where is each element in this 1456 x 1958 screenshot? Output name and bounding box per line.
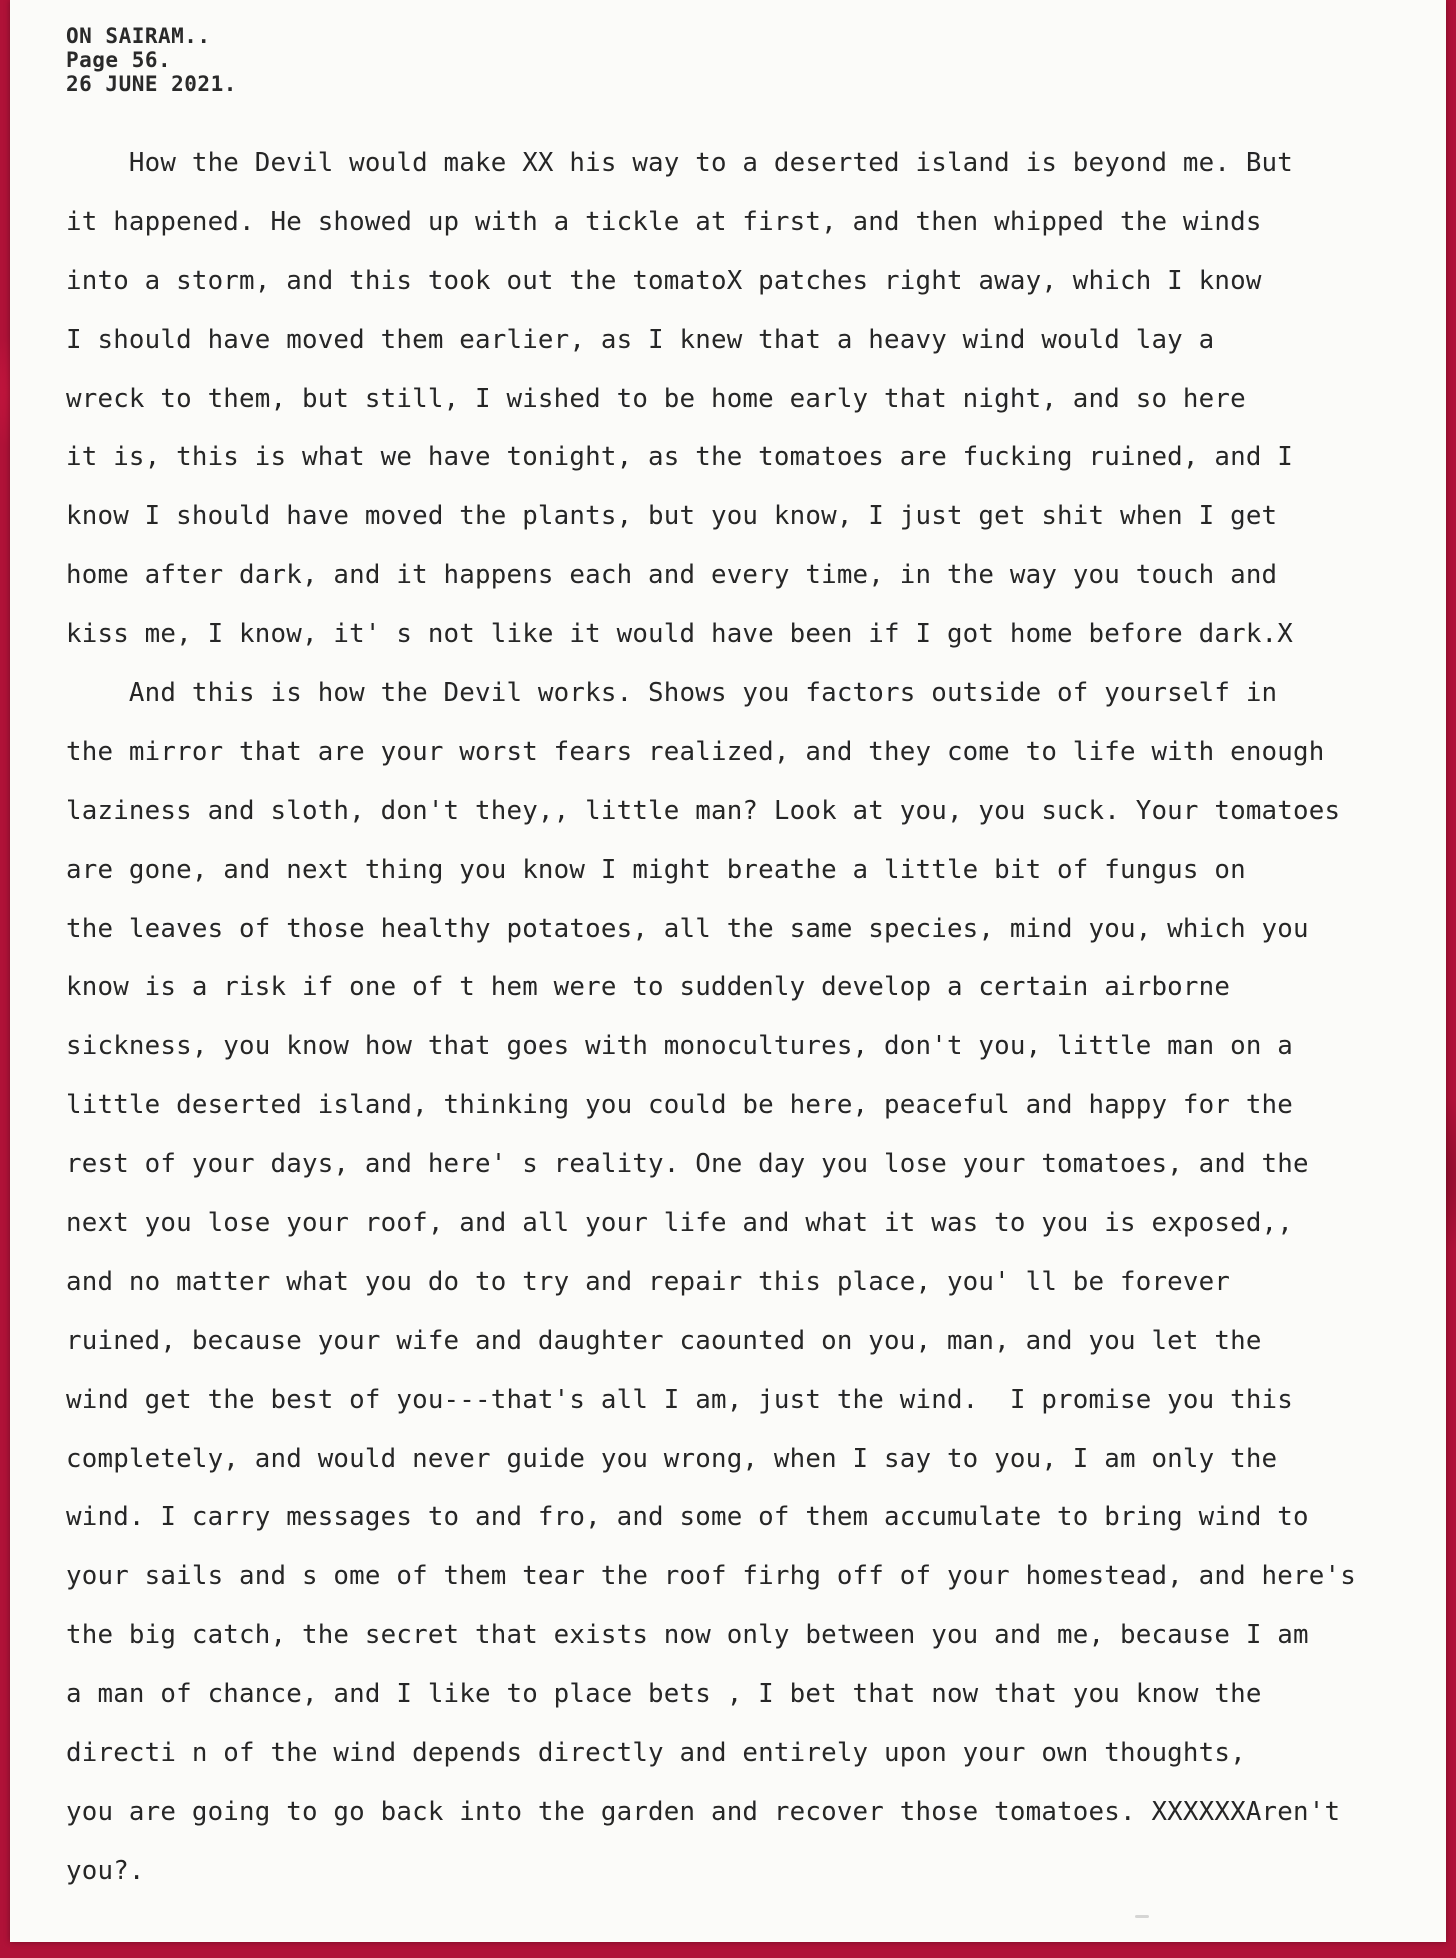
page-header	[66, 24, 237, 96]
text-line: know I should have moved the plants, but you know, I just get shit when I get	[66, 501, 1278, 532]
text-line: the mirror that are your worst fears realized, and they come to life with enough	[66, 736, 1325, 767]
header-date: 26 JUNE 2021.	[66, 72, 237, 96]
text-line: you are going to go back into the garden and recover those tomatoes. XXXXXXAren't	[66, 1796, 1341, 1827]
text-line: little deserted island, thinking you could be here, peaceful and happy for the	[66, 1090, 1294, 1121]
text-line: rest of your days, and here' s reality. One day you lose your tomatoes, and the	[66, 1149, 1309, 1180]
text-line: into a storm, and this took out the tomatoX patches right away, which I know	[66, 265, 1262, 296]
text-line: I should have moved them earlier, as I knew that a heavy wind would lay a	[66, 324, 1215, 355]
text-line: wreck to them, but still, I wished to be home early that night, and so here	[66, 383, 1246, 414]
text-line: next you lose your roof, and all your life and what it was to you is exposed,,	[66, 1208, 1294, 1239]
text-line: the leaves of those healthy potatoes, all the same species, mind you, which you	[66, 913, 1309, 944]
text-line: completely, and would never guide you wrong, when I say to you, I am only the	[66, 1443, 1278, 1474]
text-line: home after dark, and it happens each and every time, in the way you touch and	[66, 560, 1278, 591]
paper-speck	[1135, 1915, 1149, 1918]
text-line: you?.	[66, 1855, 145, 1886]
header-title: ON SAIRAM..	[66, 24, 211, 48]
body-text	[66, 134, 1436, 1901]
text-line: directi n of the wind depends directly and entirely upon your own thoughts,	[66, 1738, 1246, 1769]
typewritten-page	[10, 0, 1446, 1942]
text-line: And this is how the Devil works. Shows you factors outside of yourself in	[66, 678, 1278, 709]
text-line: are gone, and next thing you know I might breathe a little bit of fungus on	[66, 854, 1246, 885]
text-line: a man of chance, and I like to place bets , I bet that now that you know the	[66, 1679, 1262, 1710]
text-line: your sails and s ome of them tear the roof firhg off of your homestead, and here's	[66, 1561, 1356, 1592]
text-line: sickness, you know how that goes with monocultures, don't you, little man on a	[66, 1031, 1294, 1062]
text-line: ruined, because your wife and daughter caounted on you, man, and you let the	[66, 1325, 1262, 1356]
text-line: wind get the best of you---that's all I am, just the wind. I promise you this	[66, 1384, 1294, 1415]
text-line: laziness and sloth, don't they,, little man? Look at you, you suck. Your tomatoes	[66, 795, 1341, 826]
text-line: know is a risk if one of t hem were to suddenly develop a certain airborne	[66, 972, 1231, 1003]
text-line: How the Devil would make XX his way to a deserted island is beyond me. But	[66, 148, 1294, 178]
text-line: kiss me, I know, it' s not like it would have been if I got home before dark.X	[66, 619, 1294, 650]
text-line: and no matter what you do to try and repair this place, you' ll be forever	[66, 1266, 1231, 1297]
text-line: it is, this is what we have tonight, as the tomatoes are fucking ruined, and I	[66, 442, 1294, 473]
text-line: wind. I carry messages to and fro, and some of them accumulate to bring wind to	[66, 1502, 1309, 1533]
text-line: the big catch, the secret that exists now only between you and me, because I am	[66, 1620, 1309, 1651]
header-page-number: Page 56.	[66, 48, 172, 72]
text-line: it happened. He showed up with a tickle at first, and then whipped the winds	[66, 206, 1262, 237]
